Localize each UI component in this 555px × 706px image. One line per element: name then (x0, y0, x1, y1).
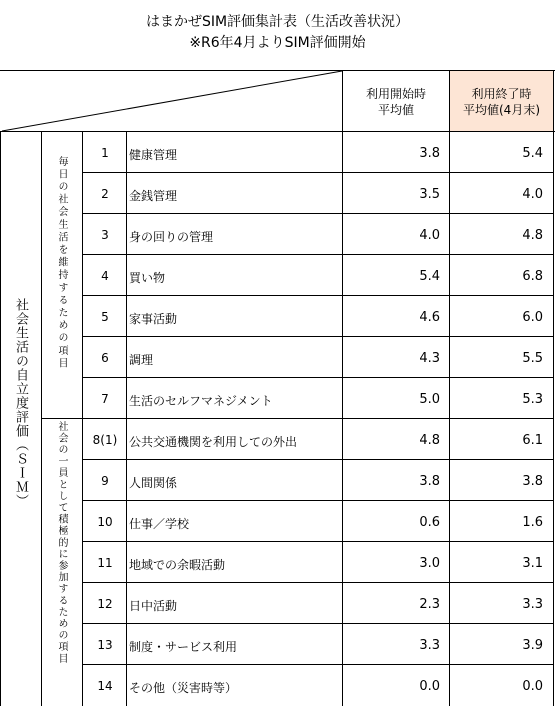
row-number: 6 (101, 351, 109, 365)
title-line-2: ※R6年4月よりSIM評価開始 (189, 35, 366, 51)
end-avg-header (450, 86, 553, 118)
row-number: 12 (97, 597, 113, 611)
group2-label: 社会の一員として積極的に参加するための項目 (56, 421, 67, 665)
table-left-border (0, 131, 1, 706)
row-end-value: 3.8 (522, 474, 543, 489)
row-start-value: 4.6 (419, 310, 440, 325)
table-top-border (0, 70, 555, 71)
row-number: 11 (97, 556, 113, 570)
row-end-value: 6.1 (522, 433, 543, 448)
row-end-value: 5.5 (522, 351, 543, 366)
row-end-value: 3.3 (522, 597, 543, 612)
row-item: 買い物 (129, 271, 166, 285)
row-item: 地域での余暇活動 (129, 558, 226, 572)
row-start-value: 4.0 (419, 228, 440, 243)
row-separator (82, 254, 554, 255)
row-start-value: 5.0 (419, 392, 440, 407)
start-avg-header (343, 86, 449, 118)
row-item: 調理 (129, 353, 154, 367)
row-number: 8(1) (92, 433, 118, 447)
row-separator (82, 541, 554, 542)
row-number: 10 (97, 515, 113, 529)
group1-label: 毎日の社会生活を維持するための項目 (56, 156, 67, 371)
start-avg-header-line2: 平均値 (377, 103, 414, 117)
row-item: 金銭管理 (129, 189, 178, 203)
row-item: 公共交通機関を利用しての外出 (129, 435, 298, 449)
row-number: 3 (101, 228, 109, 242)
row-end-value: 6.8 (522, 269, 543, 284)
row-end-value: 4.8 (522, 228, 543, 243)
end-avg-header-line1: 利用終了時 (471, 87, 532, 101)
col-start-border (449, 70, 450, 706)
row-number: 1 (101, 146, 109, 160)
row-start-value: 3.8 (419, 146, 440, 161)
row-start-value: 3.8 (419, 474, 440, 489)
row-number: 13 (97, 638, 113, 652)
row-start-value: 4.3 (419, 351, 440, 366)
row-separator (82, 459, 554, 460)
row-end-value: 0.0 (522, 679, 543, 694)
row-item: 制度・サービス利用 (129, 640, 238, 654)
row-start-value: 0.0 (419, 679, 440, 694)
row-end-value: 3.9 (522, 638, 543, 653)
start-avg-header-line1: 利用開始時 (365, 87, 426, 101)
row-separator (82, 664, 554, 665)
row-item: 健康管理 (129, 148, 178, 162)
group-separator (41, 418, 554, 419)
row-start-value: 5.4 (419, 269, 440, 284)
row-end-value: 5.4 (522, 146, 543, 161)
header-bottom-border (0, 131, 555, 132)
row-separator (82, 295, 554, 296)
row-start-value: 3.5 (419, 187, 440, 202)
end-avg-header-line2: 平均値(4月末) (463, 103, 540, 117)
row-start-value: 0.6 (419, 515, 440, 530)
main-category-label: 社会生活の自立度評価（ＳＩＭ） (13, 298, 28, 508)
row-end-value: 5.3 (522, 392, 543, 407)
table-right-border (553, 70, 554, 706)
row-start-value: 4.8 (419, 433, 440, 448)
row-separator (82, 623, 554, 624)
row-item: 身の回りの管理 (129, 230, 214, 244)
row-end-value: 6.0 (522, 310, 543, 325)
row-number: 14 (97, 679, 113, 693)
row-separator (82, 172, 554, 173)
row-item: 家事活動 (129, 312, 178, 326)
row-separator (82, 377, 554, 378)
row-separator (82, 336, 554, 337)
row-item: その他（災害時等） (129, 681, 238, 695)
row-start-value: 2.3 (419, 597, 440, 612)
row-item: 生活のセルフマネジメント (129, 394, 273, 408)
row-end-value: 4.0 (522, 187, 543, 202)
row-end-value: 3.1 (522, 556, 543, 571)
row-number: 2 (101, 187, 109, 201)
row-separator (82, 500, 554, 501)
row-item: 仕事／学校 (129, 517, 190, 531)
row-item: 人間関係 (129, 476, 178, 490)
row-separator (82, 213, 554, 214)
row-start-value: 3.3 (419, 638, 440, 653)
row-end-value: 1.6 (522, 515, 543, 530)
title-line-1: はまかぜSIM評価集計表（生活改善状況） (145, 14, 410, 30)
row-number: 5 (101, 310, 109, 324)
row-item: 日中活動 (129, 599, 178, 613)
row-start-value: 3.0 (419, 556, 440, 571)
row-number: 7 (101, 392, 109, 406)
row-number: 9 (101, 474, 109, 488)
row-separator (82, 582, 554, 583)
row-number: 4 (101, 269, 109, 283)
